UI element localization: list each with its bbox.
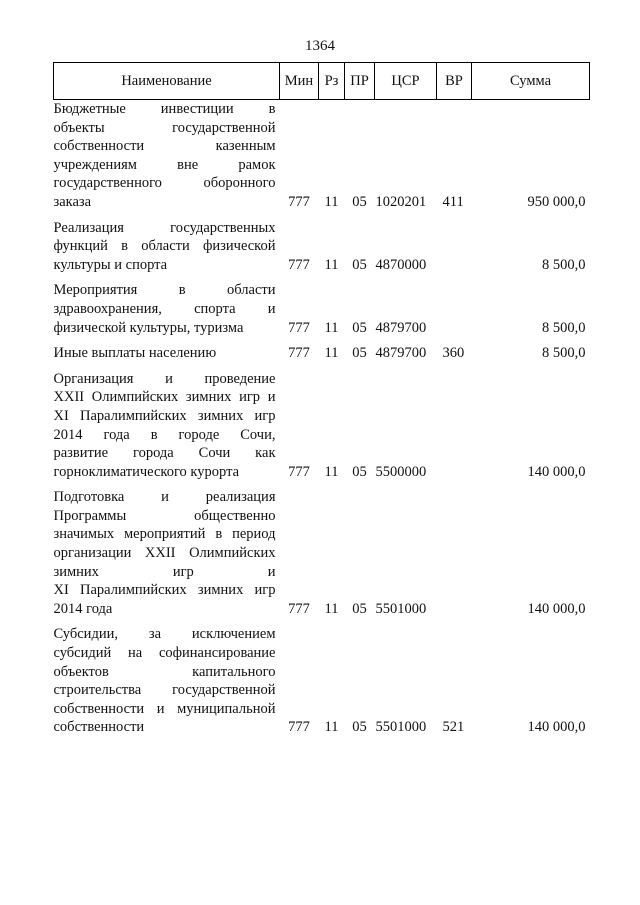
row-name (54, 370, 280, 489)
row-name-line: здравоохранения, спорта и (53, 300, 276, 317)
row-name-line: строительства государственной (53, 682, 276, 699)
row-pr: 05 (352, 319, 367, 336)
table-row (54, 100, 590, 219)
row-name-line: собственности и муниципальной (53, 700, 276, 717)
row-vr: 521 (442, 719, 465, 736)
row-pr: 05 (352, 600, 367, 617)
budget-table (53, 62, 590, 744)
row-name-line: физической культуры, туризма (53, 319, 244, 336)
row-min: 777 (288, 193, 310, 210)
row-name-line: заказа (53, 193, 92, 210)
header-sum: Сумма (472, 63, 590, 100)
row-csr: 4879700 (375, 345, 427, 362)
row-min: 777 (288, 600, 310, 617)
header-vr: ВР (437, 63, 472, 100)
row-csr: 4870000 (375, 256, 427, 273)
table-row (54, 344, 590, 370)
row-name-line: функций в области физической (53, 238, 276, 255)
row-sum: 140 000,0 (527, 463, 586, 480)
row-name-line: развитие города Сочи как (53, 445, 276, 462)
row-vr (437, 370, 472, 489)
row-name-line: Бюджетные инвестиции в (53, 101, 276, 117)
row-name-line: значимых мероприятий в период (53, 526, 276, 543)
row-name-line: XI Паралимпийских зимних игр (53, 582, 276, 599)
row-name-line: Мероприятия в области (53, 282, 276, 299)
header-csr: ЦСР (375, 63, 437, 100)
header-min: Мин (280, 63, 319, 100)
table-row (54, 219, 590, 282)
row-pr: 05 (352, 719, 367, 736)
row-name-line: собственности казенным (53, 138, 276, 155)
row-name-line: субсидий на софинансирование (53, 645, 276, 662)
page-number: 1364 (305, 38, 335, 54)
row-vr (437, 488, 472, 625)
row-pr: 05 (352, 345, 367, 362)
row-sum: 140 000,0 (527, 600, 586, 617)
row-rz: 11 (324, 319, 339, 336)
row-rz: 11 (324, 345, 339, 362)
row-name-line: Подготовка и реализация (53, 489, 276, 506)
row-name-line: организации XXII Олимпийских (53, 545, 276, 562)
row-rz: 11 (324, 600, 339, 617)
row-name-line: Иные выплаты населению (53, 345, 217, 362)
table-body (54, 100, 590, 745)
table-header-row (54, 63, 590, 100)
row-name-line: Реализация государственных (53, 219, 276, 236)
row-pr: 05 (352, 256, 367, 273)
header-rz: Рз (319, 63, 345, 100)
header-name: Наименование (54, 63, 280, 100)
row-name-line: зимних игр и (53, 563, 276, 580)
row-min: 777 (288, 345, 310, 362)
table-row (54, 281, 590, 344)
row-name-line: собственности (53, 719, 145, 736)
row-name-line: горноклиматического курорта (53, 463, 240, 480)
row-csr: 5501000 (375, 719, 427, 736)
row-name-line: Организация и проведение (53, 370, 276, 387)
table-row (54, 488, 590, 625)
row-name (54, 281, 280, 344)
row-min: 777 (288, 256, 310, 273)
row-name-line: объекты государственной (53, 119, 276, 136)
row-sum: 8 500,0 (542, 256, 586, 273)
row-name-line: XXII Олимпийских зимних игр и (53, 389, 276, 406)
row-vr (437, 219, 472, 282)
row-name-line: Субсидии, за исключением (53, 626, 276, 643)
row-min: 777 (288, 719, 310, 736)
table-row (54, 370, 590, 489)
row-csr: 5500000 (375, 463, 427, 480)
row-pr: 05 (352, 193, 367, 210)
row-name (54, 488, 280, 625)
row-name-line: 2014 года (53, 600, 113, 617)
row-name (54, 219, 280, 282)
row-name-line: культуры и спорта (53, 256, 168, 273)
row-sum: 8 500,0 (542, 319, 586, 336)
row-name (54, 100, 280, 219)
row-csr: 5501000 (375, 600, 427, 617)
table-row (54, 625, 590, 744)
row-vr (437, 281, 472, 344)
row-name-line: XI Паралимпийских зимних игр (53, 407, 276, 424)
row-rz: 11 (324, 719, 339, 736)
row-name (54, 344, 280, 370)
header-pr: ПР (345, 63, 375, 100)
row-sum: 950 000,0 (527, 193, 586, 210)
row-vr: 411 (442, 193, 464, 210)
row-name-line: объектов капитального (53, 663, 276, 680)
row-name (54, 625, 280, 744)
row-sum: 140 000,0 (527, 719, 586, 736)
row-name-line: 2014 года в городе Сочи, (53, 426, 276, 443)
row-min: 777 (288, 463, 310, 480)
row-csr: 4879700 (375, 319, 427, 336)
row-sum: 8 500,0 (542, 345, 586, 362)
row-pr: 05 (352, 463, 367, 480)
row-rz: 11 (324, 256, 339, 273)
row-vr: 360 (442, 345, 465, 362)
row-name-line: учреждениям вне рамок (53, 156, 276, 173)
row-rz: 11 (324, 463, 339, 480)
row-min: 777 (288, 319, 310, 336)
row-name-line: государственного оборонного (53, 175, 276, 192)
row-rz: 11 (324, 193, 339, 210)
row-csr: 1020201 (375, 193, 427, 210)
row-name-line: Программы общественно (53, 507, 276, 524)
